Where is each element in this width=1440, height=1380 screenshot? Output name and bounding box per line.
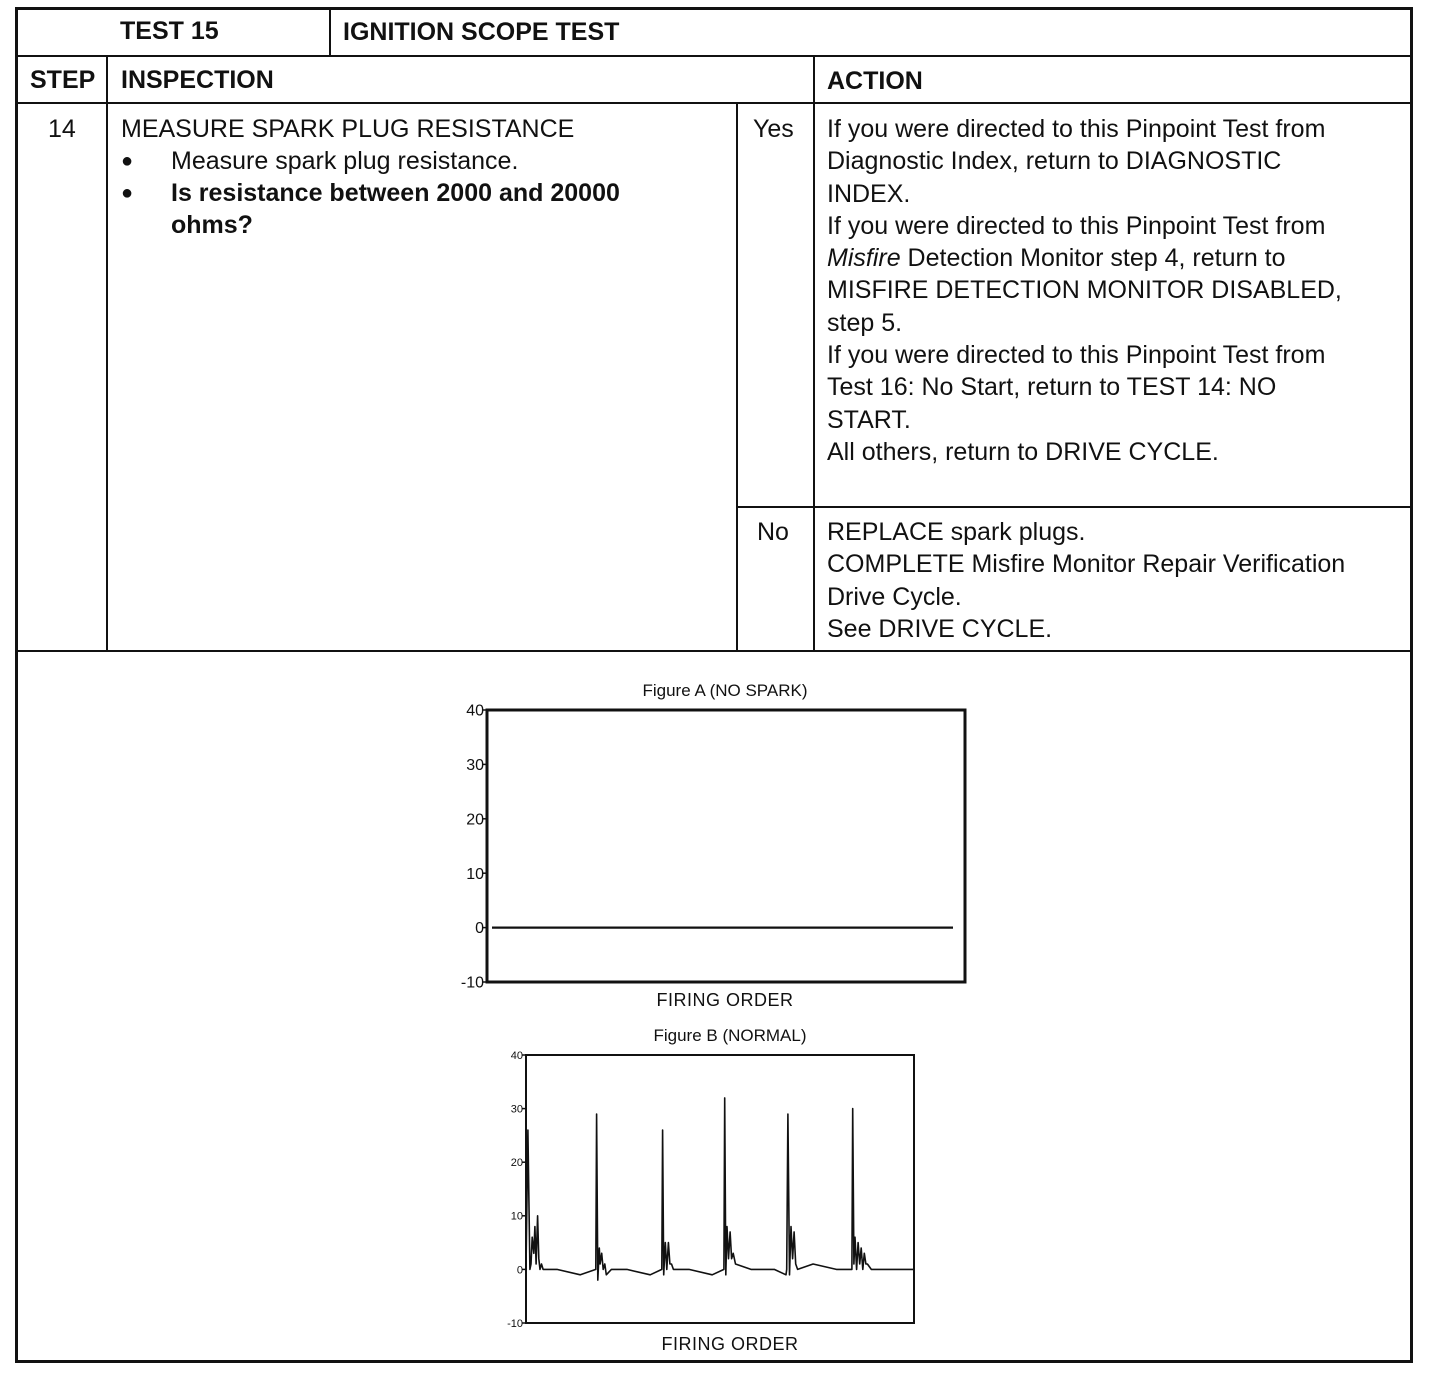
y-tick-label: -10: [460, 974, 484, 990]
plot-frame: [526, 1055, 914, 1323]
y-tick-label: 40: [466, 702, 484, 720]
inspection-bullet-measure: Measure spark plug resistance.: [171, 147, 519, 175]
y-tick-label: 10: [510, 1210, 523, 1223]
figures-divider: [15, 650, 1413, 652]
yes-action-line: Diagnostic Index, return to DIAGNOSTIC: [827, 147, 1282, 175]
no-action-line: REPLACE spark plugs.: [827, 518, 1086, 546]
yes-no-divider: [737, 506, 1413, 508]
waveform-line: [526, 1098, 914, 1280]
y-tick-label: 0: [475, 920, 484, 938]
yes-action-line: [827, 242, 1286, 275]
y-tick-label: 20: [510, 1157, 523, 1170]
inspection-question-continued: ohms?: [171, 211, 253, 239]
step-column-divider: [106, 56, 108, 651]
figure-a-title: Figure A (NO SPARK): [642, 681, 808, 700]
yes-action-line: If you were directed to this Pinpoint Test from: [827, 341, 1326, 369]
figure-a-chart: [440, 700, 980, 990]
no-action-line: COMPLETE Misfire Monitor Repair Verification: [827, 550, 1346, 578]
yes-label: Yes: [753, 115, 794, 143]
action-column-header: ACTION: [827, 67, 923, 95]
plot-frame: [487, 710, 965, 982]
header-title-divider: [329, 7, 331, 56]
yes-action-line: Test 16: No Start, return to TEST 14: NO: [827, 373, 1277, 401]
yes-action-line: All others, return to DRIVE CYCLE.: [827, 438, 1219, 466]
yes-action-line: MISFIRE DETECTION MONITOR DISABLED,: [827, 276, 1342, 304]
y-tick-label: 0: [516, 1264, 523, 1277]
answer-column-divider: [736, 102, 738, 651]
y-tick-label: 10: [466, 865, 484, 883]
action-column-divider: [813, 56, 815, 651]
y-tick-label: 30: [510, 1103, 523, 1116]
step-column-header: STEP: [30, 66, 96, 94]
misfire-italic: Misfire: [827, 244, 901, 272]
test-number: TEST 15: [120, 17, 219, 45]
header-divider: [15, 55, 1413, 57]
y-tick-label: 40: [510, 1049, 523, 1062]
step-number: 14: [48, 115, 76, 143]
y-tick-label: -10: [507, 1317, 523, 1330]
column-header-divider: [15, 102, 1413, 104]
figure-a-xlabel: FIRING ORDER: [656, 990, 794, 1010]
y-tick-label: 20: [466, 811, 484, 829]
figure-b-chart: [490, 1045, 930, 1330]
misfire-line-rest: Detection Monitor step 4, return to: [900, 244, 1286, 272]
inspection-column-header: INSPECTION: [121, 66, 274, 94]
yes-action-line: step 5.: [827, 309, 903, 337]
bullet-dot: ●: [121, 150, 134, 172]
no-action-line: See DRIVE CYCLE.: [827, 615, 1053, 643]
figure-b-xlabel: FIRING ORDER: [661, 1334, 799, 1354]
figure-b-title: Figure B (NORMAL): [653, 1026, 807, 1045]
inspection-question: Is resistance between 2000 and 20000: [171, 179, 620, 207]
yes-action-line: If you were directed to this Pinpoint Test from: [827, 115, 1326, 143]
no-label: No: [757, 518, 789, 546]
y-tick-label: 30: [466, 757, 484, 774]
bullet-dot: ●: [121, 182, 134, 204]
inspection-title: MEASURE SPARK PLUG RESISTANCE: [121, 115, 575, 143]
yes-action-line: INDEX.: [827, 180, 911, 208]
yes-action-line: If you were directed to this Pinpoint Test from: [827, 212, 1326, 240]
yes-action-line: START.: [827, 406, 911, 434]
no-action-line: Drive Cycle.: [827, 583, 962, 611]
test-title: IGNITION SCOPE TEST: [343, 18, 620, 46]
